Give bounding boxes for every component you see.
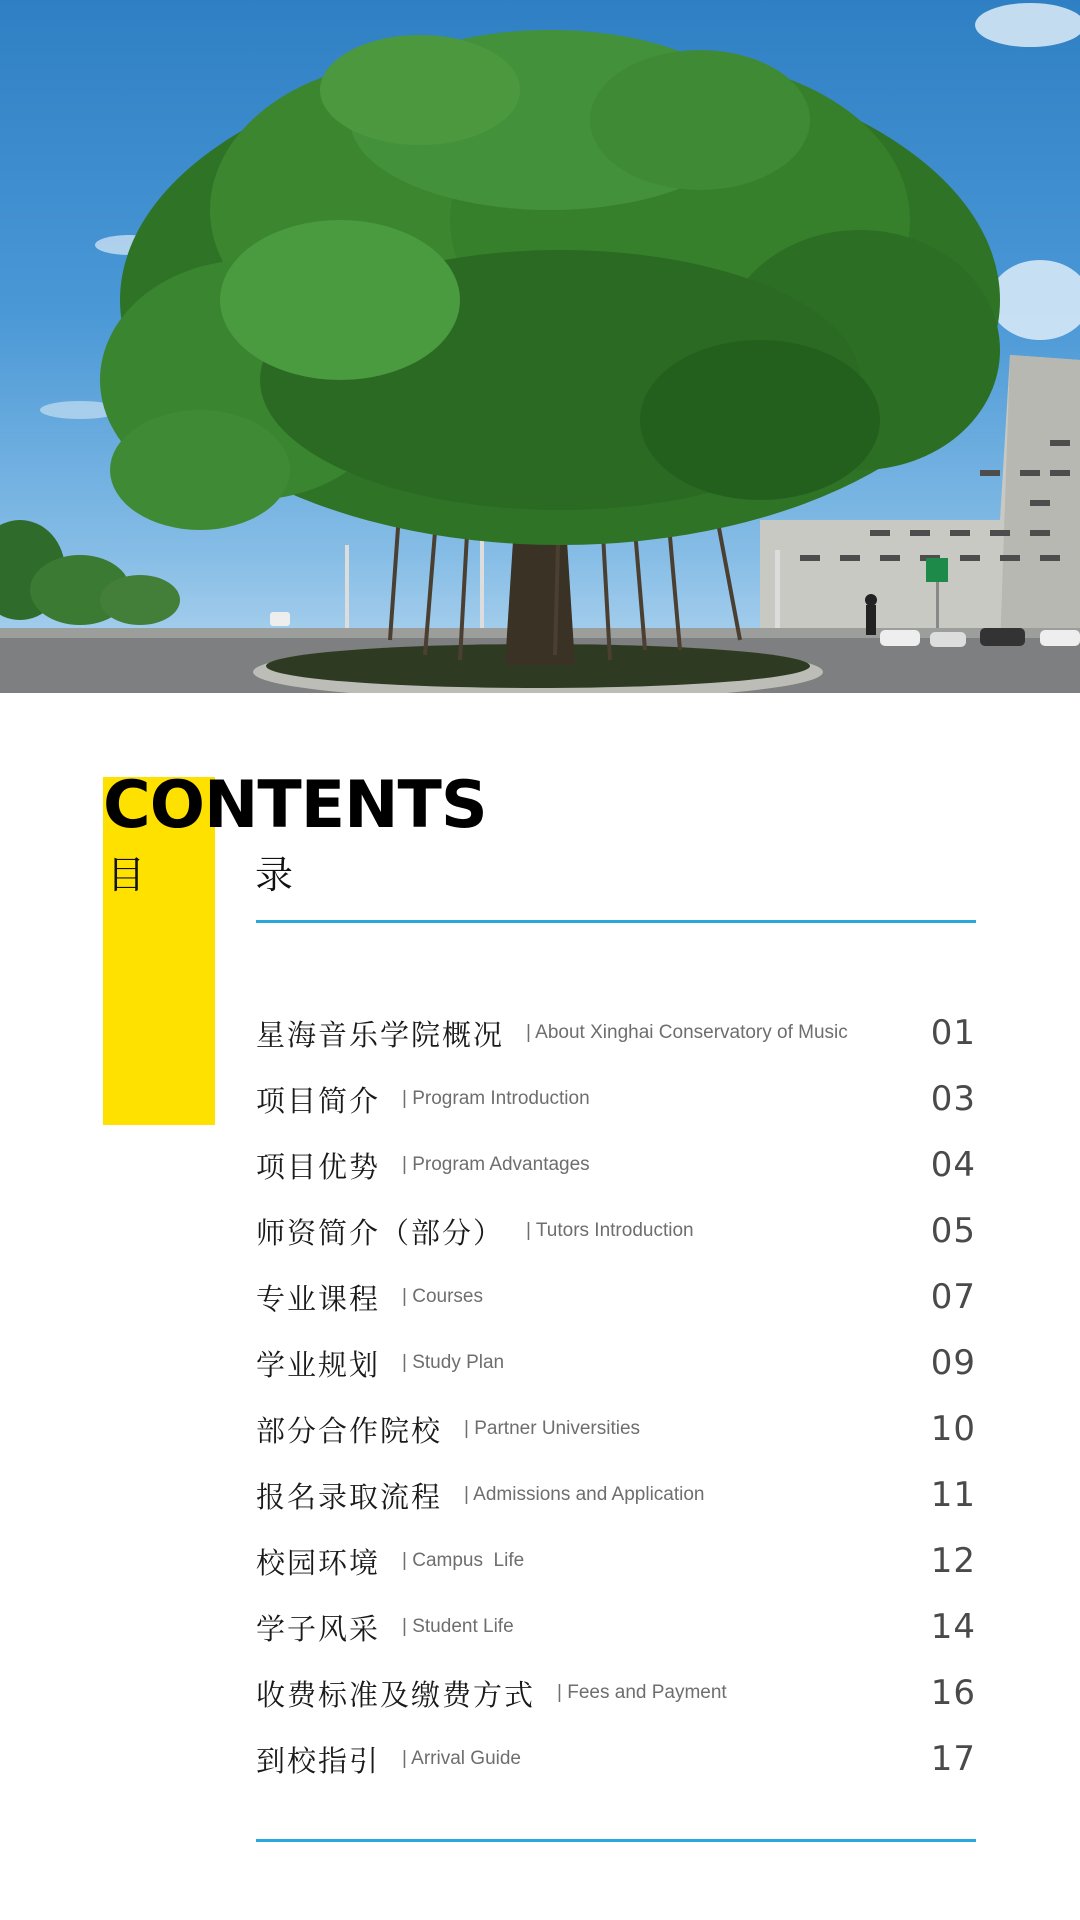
toc-page-number: 16 — [930, 1673, 976, 1713]
page-title-cn-second: 录 — [255, 853, 294, 897]
toc-title-cn: 到校指引 — [256, 1743, 381, 1778]
toc-item[interactable] — [256, 1594, 976, 1660]
toc-title-cn: 项目简介 — [256, 1083, 381, 1118]
toc-title-en: | Partner Universities — [464, 1418, 641, 1439]
toc-item[interactable] — [256, 1726, 976, 1792]
toc-title-en: | Campus Life — [402, 1550, 525, 1571]
toc-title-cn: 星海音乐学院概况 — [256, 1017, 505, 1052]
toc-title-en: | Program Introduction — [402, 1088, 590, 1109]
toc-title-en: | Courses — [402, 1286, 483, 1307]
toc-title-cn: 校园环境 — [256, 1545, 381, 1580]
toc-title-en: | Arrival Guide — [402, 1748, 521, 1769]
divider-bottom — [256, 1839, 976, 1842]
toc-page-number: 14 — [930, 1607, 976, 1647]
toc-page-number: 04 — [930, 1145, 976, 1185]
toc-item[interactable] — [256, 1132, 976, 1198]
page-title: CONTENTS — [103, 768, 487, 843]
toc-title-cn: 报名录取流程 — [256, 1479, 443, 1514]
toc-page-number: 10 — [930, 1409, 976, 1449]
toc-title-cn: 师资简介（部分） — [256, 1215, 505, 1250]
toc-title-en: | Admissions and Application — [464, 1484, 705, 1505]
tree-illustration — [0, 0, 1080, 693]
toc-item[interactable] — [256, 1660, 976, 1726]
toc-title-cn: 收费标准及缴费方式 — [256, 1677, 536, 1712]
toc-page-number: 12 — [930, 1541, 976, 1581]
toc-title-cn: 学业规划 — [256, 1347, 381, 1382]
divider-top — [256, 920, 976, 923]
toc-item[interactable] — [256, 1264, 976, 1330]
toc-title-cn: 部分合作院校 — [256, 1413, 443, 1448]
toc-page-number: 03 — [930, 1079, 976, 1119]
toc-page-number: 05 — [930, 1211, 976, 1251]
toc-item[interactable] — [256, 1528, 976, 1594]
toc-page-number: 01 — [930, 1013, 976, 1053]
toc-title-en: | About Xinghai Conservatory of Music — [526, 1022, 848, 1043]
toc-item[interactable] — [256, 1198, 976, 1264]
toc-title-cn: 学子风采 — [256, 1611, 381, 1646]
toc-item[interactable] — [256, 1330, 976, 1396]
toc-title-en: | Study Plan — [402, 1352, 505, 1373]
toc-item[interactable] — [256, 1000, 976, 1066]
toc-page-number: 07 — [930, 1277, 976, 1317]
toc-page-number: 11 — [930, 1475, 976, 1515]
toc-title-en: | Program Advantages — [402, 1154, 590, 1175]
toc-title-en: | Tutors Introduction — [526, 1220, 694, 1241]
toc-title-en: | Student Life — [402, 1616, 514, 1637]
hero-photo — [0, 0, 1080, 693]
toc-page-number: 09 — [930, 1343, 976, 1383]
toc-title-en: | Fees and Payment — [557, 1682, 727, 1703]
toc-page-number: 17 — [930, 1739, 976, 1779]
toc-title-cn: 项目优势 — [256, 1149, 381, 1184]
page-title-cn-first: 目 — [107, 853, 146, 897]
toc-list — [256, 1000, 976, 1792]
toc-item[interactable] — [256, 1396, 976, 1462]
toc-item[interactable] — [256, 1066, 976, 1132]
toc-item[interactable] — [256, 1462, 976, 1528]
toc-title-cn: 专业课程 — [256, 1281, 381, 1316]
